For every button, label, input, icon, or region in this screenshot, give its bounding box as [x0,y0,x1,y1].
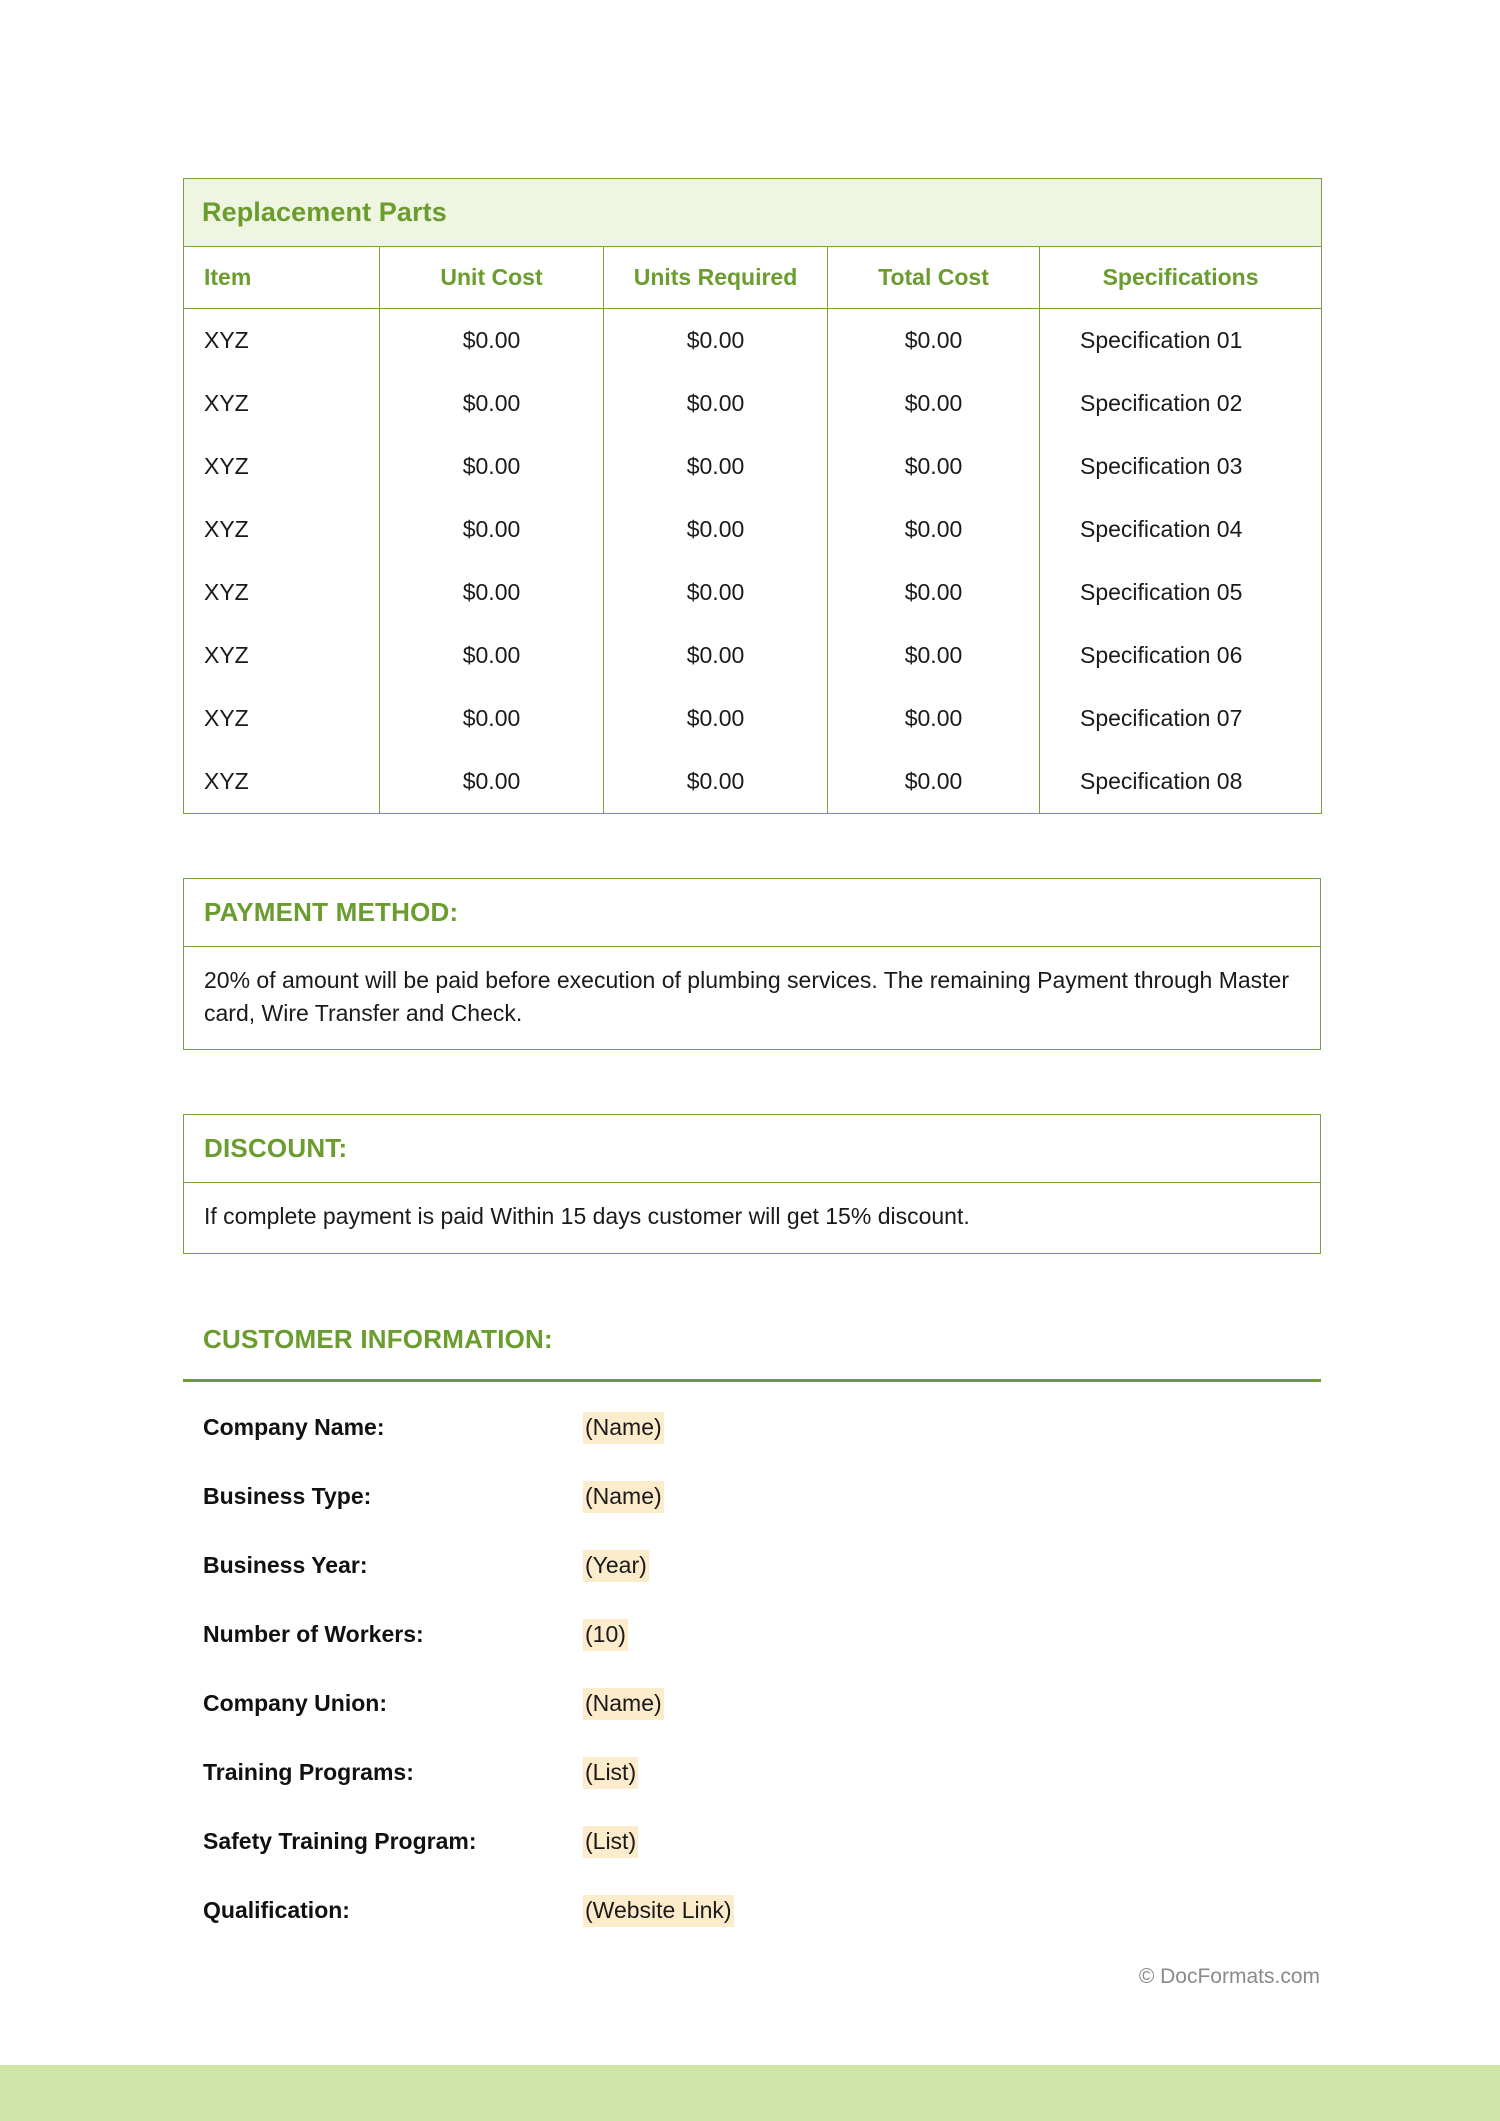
discount-section [183,1114,1321,1254]
cell-item: XYZ [184,372,380,435]
customer-field-business-year [203,1550,1321,1582]
customer-field-number-of-workers [203,1619,1321,1651]
customer-field-qualification [203,1895,1321,1927]
cell-unit-cost: $0.00 [380,309,604,373]
cell-specification: Specification 02 [1040,372,1322,435]
field-label: Business Type: [203,1482,372,1509]
table-row [184,309,1322,373]
cell-specification: Specification 05 [1040,561,1322,624]
field-label: Company Union: [203,1689,387,1716]
cell-item: XYZ [184,498,380,561]
cell-item: XYZ [184,687,380,750]
parts-table-title-row [184,179,1322,247]
customer-field-training-programs [203,1757,1321,1789]
field-value[interactable]: (Year) [583,1550,649,1582]
cell-unit-cost: $0.00 [380,372,604,435]
payment-method-header [184,879,1320,947]
field-value[interactable]: (Website Link) [583,1895,734,1927]
column-header-units-required: Units Required [604,247,828,309]
cell-unit-cost: $0.00 [380,624,604,687]
discount-text: If complete payment is paid Within 15 days customer will get 15% discount. [204,1203,970,1230]
cell-item: XYZ [184,435,380,498]
field-value[interactable]: (10) [583,1619,628,1651]
table-row [184,561,1322,624]
customer-information-heading: CUSTOMER INFORMATION: [203,1323,553,1354]
parts-table-body [184,309,1322,814]
footer-credit: © DocFormats.com [1138,1965,1320,1988]
replacement-parts-table [183,178,1322,814]
cell-units-required: $0.00 [604,687,828,750]
field-label: Safety Training Program: [203,1827,477,1854]
cell-unit-cost: $0.00 [380,561,604,624]
customer-information-divider [183,1379,1321,1382]
cell-specification: Specification 06 [1040,624,1322,687]
column-header-unit-cost: Unit Cost [380,247,604,309]
cell-units-required: $0.00 [604,624,828,687]
cell-item: XYZ [184,624,380,687]
customer-field-safety-training-program [203,1826,1321,1858]
customer-field-company-union [203,1688,1321,1720]
cell-total-cost: $0.00 [828,309,1040,373]
customer-information-fields [183,1412,1321,1927]
cell-total-cost: $0.00 [828,561,1040,624]
field-label: Company Name: [203,1413,385,1440]
page-bottom-bar [0,2065,1500,2121]
parts-table-title-cell [184,179,1322,247]
cell-specification: Specification 04 [1040,498,1322,561]
cell-item: XYZ [184,309,380,373]
payment-method-body [184,947,1320,1049]
cell-specification: Specification 08 [1040,750,1322,814]
cell-units-required: $0.00 [604,372,828,435]
document-content [183,178,1321,1927]
cell-unit-cost: $0.00 [380,435,604,498]
cell-total-cost: $0.00 [828,498,1040,561]
cell-total-cost: $0.00 [828,687,1040,750]
cell-units-required: $0.00 [604,498,828,561]
cell-total-cost: $0.00 [828,372,1040,435]
cell-units-required: $0.00 [604,561,828,624]
field-label: Qualification: [203,1896,350,1923]
field-value[interactable]: (Name) [583,1688,664,1720]
field-value[interactable]: (Name) [583,1412,664,1444]
field-value[interactable]: (List) [583,1757,638,1789]
customer-information-section [183,1324,1321,1927]
cell-item: XYZ [184,561,380,624]
cell-item: XYZ [184,750,380,814]
field-label: Business Year: [203,1551,368,1578]
cell-unit-cost: $0.00 [380,750,604,814]
cell-unit-cost: $0.00 [380,687,604,750]
cell-specification: Specification 03 [1040,435,1322,498]
table-row [184,498,1322,561]
payment-method-section [183,878,1321,1050]
spacer [183,1254,1321,1324]
cell-units-required: $0.00 [604,309,828,373]
column-header-total-cost: Total Cost [828,247,1040,309]
parts-table-header-row [184,247,1322,309]
cell-specification: Specification 07 [1040,687,1322,750]
payment-method-heading: PAYMENT METHOD: [204,897,459,927]
field-value[interactable]: (Name) [583,1481,664,1513]
customer-field-company-name [203,1412,1321,1444]
cell-units-required: $0.00 [604,750,828,814]
cell-total-cost: $0.00 [828,750,1040,814]
customer-field-business-type [203,1481,1321,1513]
table-row [184,372,1322,435]
cell-units-required: $0.00 [604,435,828,498]
field-label: Number of Workers: [203,1620,424,1647]
column-header-specifications: Specifications [1040,247,1322,309]
cell-total-cost: $0.00 [828,624,1040,687]
table-row [184,435,1322,498]
spacer [183,814,1321,878]
cell-total-cost: $0.00 [828,435,1040,498]
column-header-item: Item [184,247,380,309]
field-value[interactable]: (List) [583,1826,638,1858]
discount-heading: DISCOUNT: [204,1133,348,1164]
field-label: Training Programs: [203,1758,414,1785]
spacer [183,1050,1321,1114]
parts-table-title: Replacement Parts [202,197,447,227]
cell-unit-cost: $0.00 [380,498,604,561]
table-row [184,750,1322,814]
cell-specification: Specification 01 [1040,309,1322,373]
discount-body [184,1183,1320,1253]
table-row [184,624,1322,687]
discount-header [184,1115,1320,1183]
table-row [184,687,1322,750]
payment-method-text: 20% of amount will be paid before execution of plumbing services. The remaining Payment through Master card, Wire Transfer and Check. [204,967,1289,1026]
